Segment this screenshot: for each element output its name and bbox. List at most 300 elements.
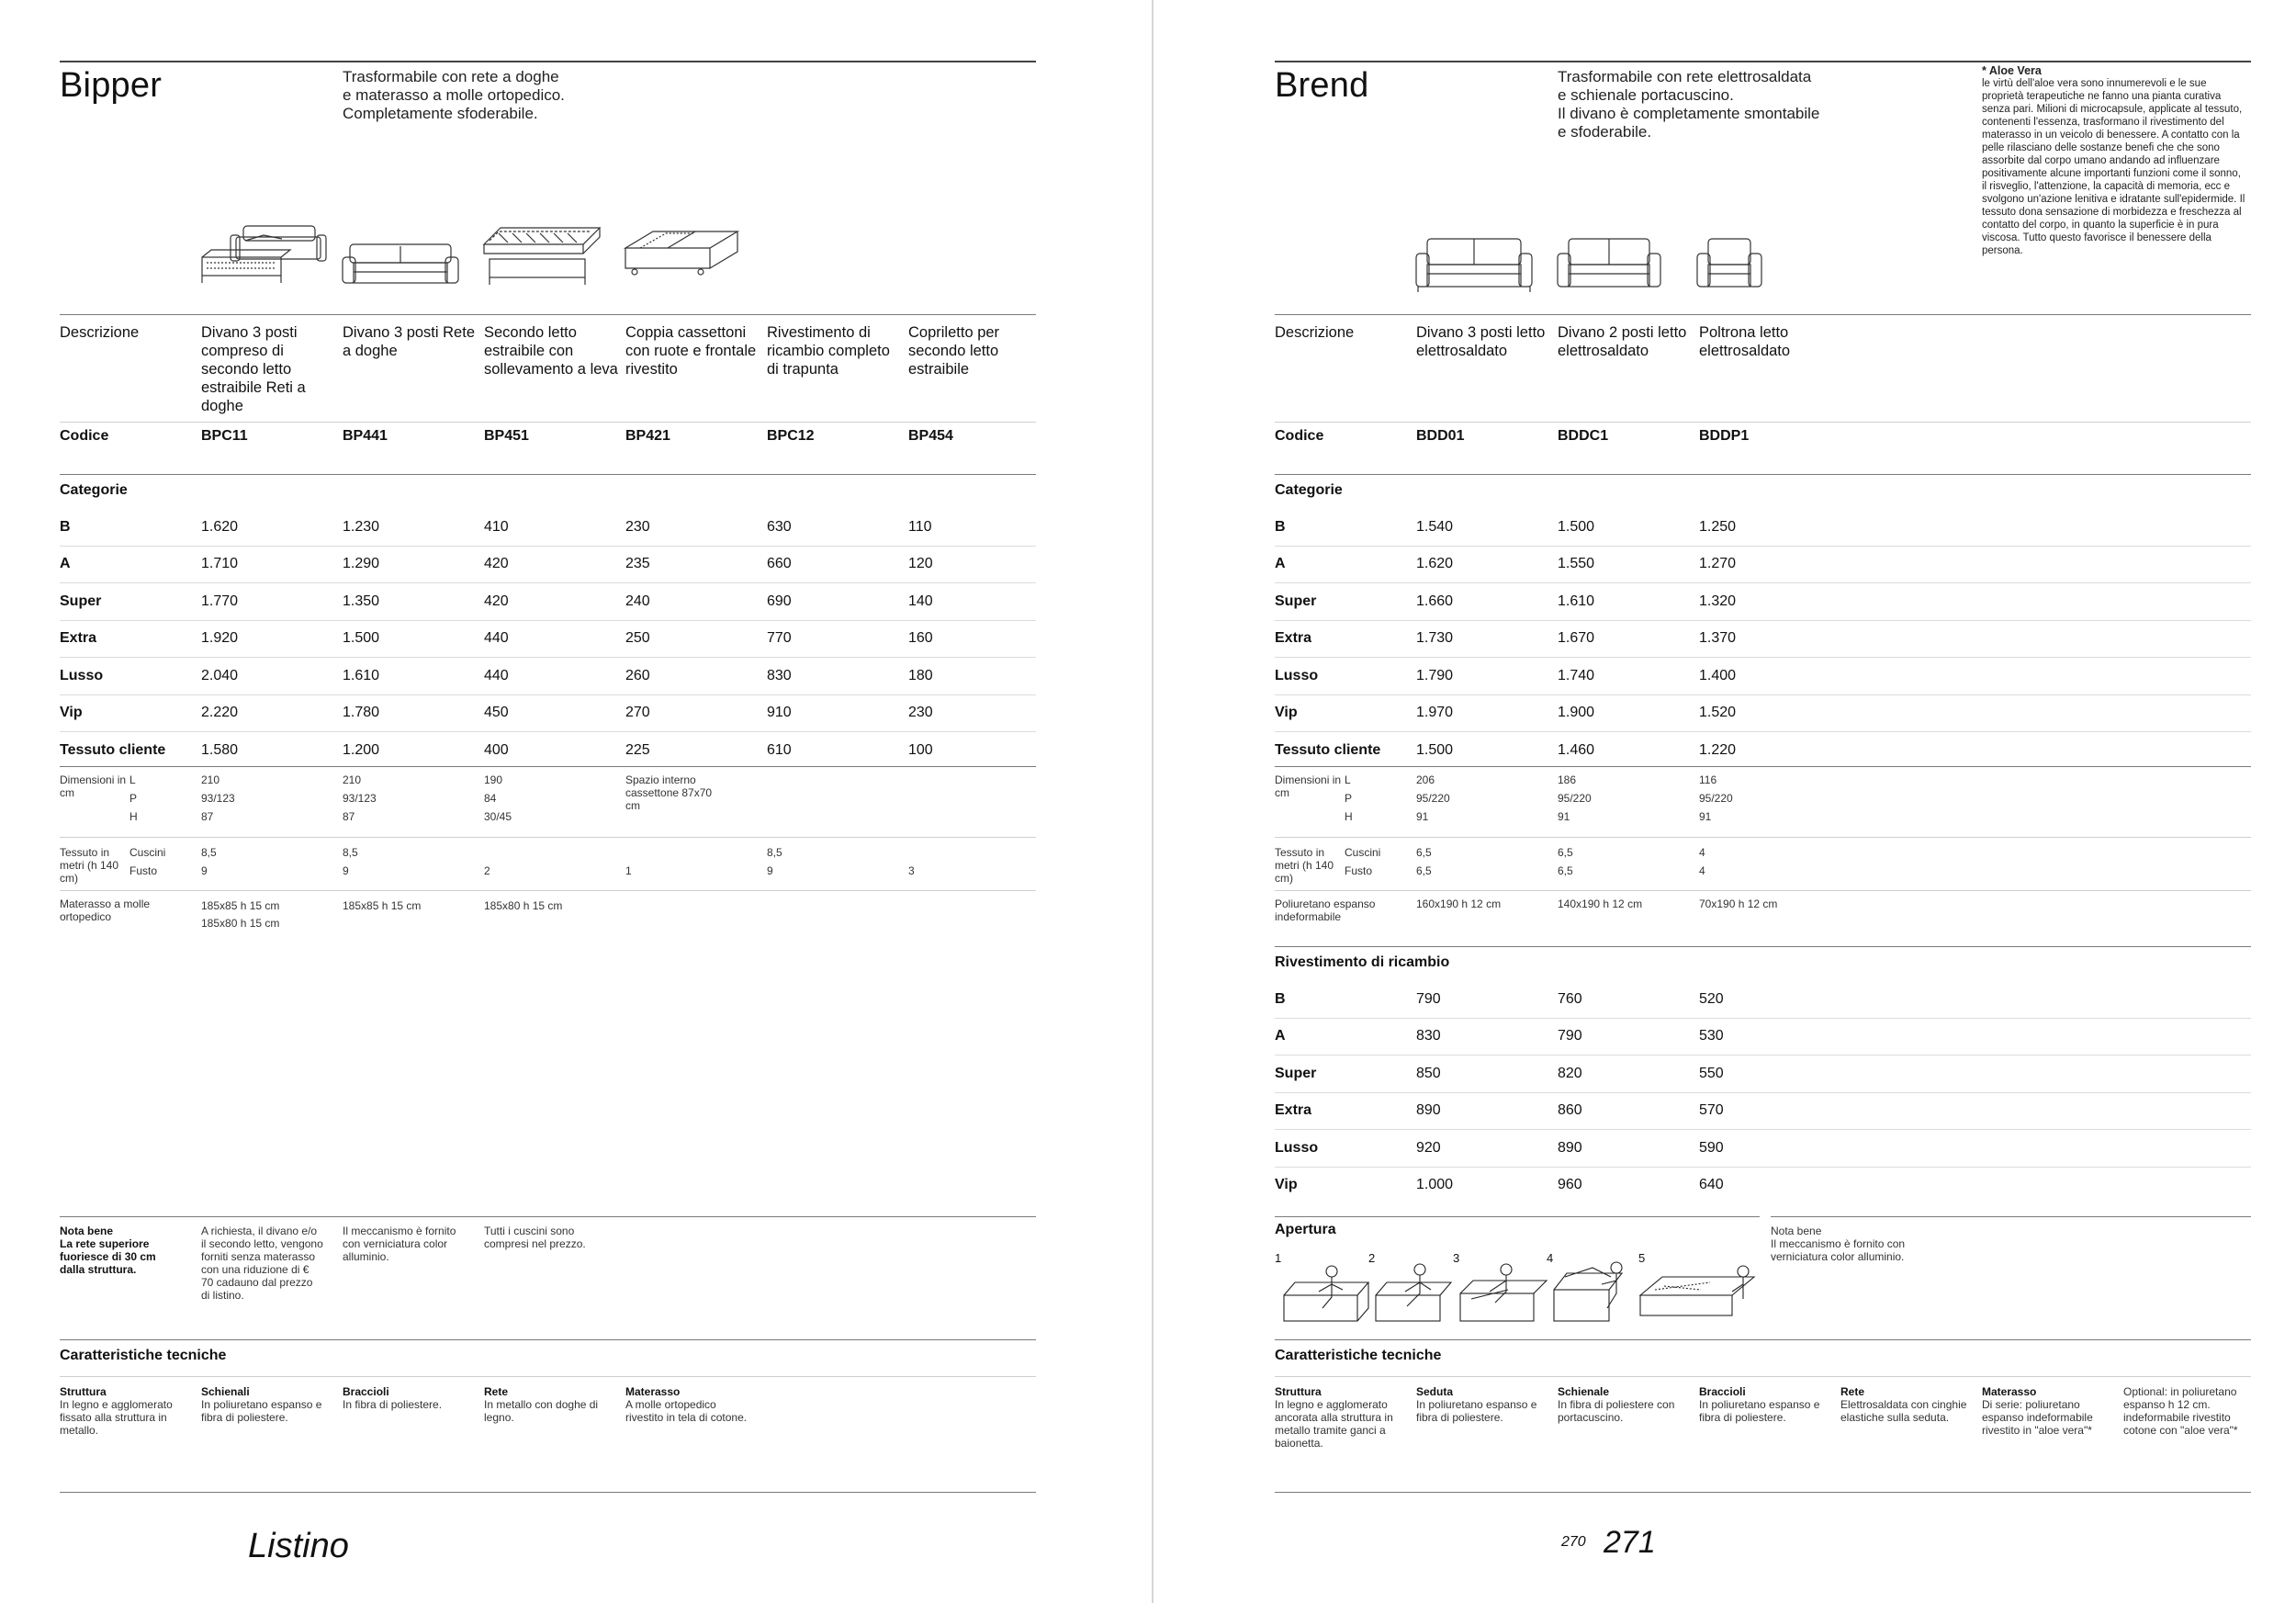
price-value: 1.580 (201, 741, 239, 758)
price-row (1275, 621, 2251, 659)
price-value: 1.270 (1699, 556, 1737, 572)
category-name: A (60, 556, 71, 572)
fusto-value: 9 (767, 864, 773, 877)
price-value: 230 (908, 705, 933, 721)
column-header: Divano 3 posti compreso di secondo letto estraibile Reti a doghe (201, 324, 306, 414)
tech-item (343, 1385, 484, 1411)
price-value: 830 (767, 667, 792, 683)
step-number: 2 (1368, 1251, 1376, 1265)
dim-values (1558, 773, 1699, 823)
dim-p: 93/123 (343, 792, 377, 805)
price-row (60, 695, 1036, 733)
category-name: B (1275, 518, 1286, 535)
codice-row (1275, 428, 2251, 445)
dim-l: 186 (1558, 773, 1577, 786)
price-value: 1.230 (343, 518, 380, 535)
tessuto-label: Tessuto in metri (h 140 cm) (1275, 846, 1334, 885)
price-value: 1.000 (1416, 1177, 1454, 1193)
dimensioni-label-cell (60, 773, 201, 823)
price-value: 890 (1416, 1102, 1441, 1119)
cuscini-value (908, 846, 1030, 859)
dim-h: 87 (343, 810, 355, 823)
row-divider (1275, 837, 2251, 838)
dim-keys (129, 773, 138, 823)
price-row (1275, 695, 2251, 733)
price-row (60, 732, 1036, 769)
fusto-value: 9 (201, 864, 208, 877)
price-row (60, 509, 1036, 547)
price-value: 420 (484, 593, 509, 609)
product-header (60, 61, 1036, 336)
price-value: 1.320 (1699, 593, 1737, 609)
price-value: 160 (908, 630, 933, 647)
tessuto-values (484, 846, 625, 877)
price-value: 235 (625, 556, 650, 572)
price-value: 1.970 (1416, 705, 1454, 721)
tech-text: In legno e agglomerato ancorata alla struttura in metallo tramite ganci a baionetta. (1275, 1398, 1393, 1450)
code: BDDP1 (1699, 428, 1750, 444)
dim-h: 30/45 (484, 810, 512, 823)
price-row (1275, 1093, 2251, 1131)
price-value: 1.400 (1699, 667, 1737, 683)
tech-specs (1275, 1385, 2251, 1450)
price-value: 1.780 (343, 705, 380, 721)
dim-values (1416, 773, 1558, 823)
row-divider (60, 1339, 1036, 1340)
materasso-block (60, 897, 1036, 932)
row-divider (1275, 1339, 2251, 1340)
price-value: 110 (908, 518, 932, 535)
price-value: 1.620 (201, 518, 239, 535)
price-value: 440 (484, 667, 509, 683)
tech-heading: Schienali (201, 1385, 250, 1398)
price-value: 1.460 (1558, 741, 1595, 758)
row-divider (1771, 1216, 2251, 1217)
price-value: 550 (1699, 1065, 1724, 1081)
row-divider (1275, 946, 2251, 947)
dim-p: 93/123 (201, 792, 235, 805)
dimensioni-label-cell (1275, 773, 1416, 823)
dimensioni-label: Dimensioni in cm (60, 773, 127, 799)
materasso-value: 185x85 h 15 cm (343, 899, 422, 912)
category-name: B (1275, 990, 1286, 1007)
illustration-sofa-3 (1414, 237, 1534, 294)
tech-heading: Braccioli (1699, 1385, 1746, 1398)
price-value: 1.500 (1558, 518, 1595, 535)
aloe-text: le virtù dell'aloe vera sono innumerevoli e le sue proprietà terapeutiche ne fanno una pianta curativa senza pari. Milioni di microcapsule, applicate al tessuto, contenenti l'essenza, trasformano il rivestimento del materasso in un veicolo di benessere. A contatto con la pelle rilasciano delle sostanze benefi che che sono assorbite dal corpo umano andando ad influenzare positivamente alcune importanti funzioni come il sonno, il risveglio, l'attenzione, la capacità di memoria, ecc e svolgono un'azione lenitiva e idratante sull'epidermide. Il tessuto dona sensazione di morbidezza e freschezza al contatto del corpo, in quanto la superficie è in pura viscosa. Tutto questo favorisce il benessere della persona. (1982, 78, 2245, 256)
price-value: 1.620 (1416, 556, 1454, 572)
row-divider (1275, 1376, 2251, 1377)
dim-l: 190 (484, 773, 503, 786)
dim-p: 95/220 (1558, 792, 1592, 805)
category-name: Vip (1275, 705, 1298, 721)
price-value: 1.900 (1558, 705, 1595, 721)
code: BP451 (484, 428, 529, 444)
nota-text: Tutti i cuscini sono compresi nel prezzo. (484, 1225, 586, 1250)
price-value: 570 (1699, 1102, 1724, 1119)
codice-label: Codice (1275, 428, 1324, 444)
tech-item (484, 1385, 625, 1424)
price-row (1275, 1019, 2251, 1056)
dim-key-h: H (129, 810, 138, 823)
tessuto-values (1699, 846, 1840, 877)
categories-table (1275, 509, 2251, 769)
price-value: 1.220 (1699, 741, 1737, 758)
row-divider (1275, 422, 2251, 423)
dim-h: 87 (201, 810, 214, 823)
price-value: 1.920 (201, 630, 239, 647)
category-name: Tessuto cliente (60, 741, 166, 758)
price-value: 410 (484, 518, 509, 535)
price-value: 450 (484, 705, 509, 721)
cuscini-value (625, 846, 761, 859)
price-row (1275, 1130, 2251, 1168)
dimensioni-block (60, 773, 1036, 823)
row-divider (1275, 766, 2251, 767)
price-value: 440 (484, 630, 509, 647)
tech-text: In poliuretano espanso e fibra di poliestere. (201, 1398, 322, 1424)
category-name: Tessuto cliente (1275, 741, 1381, 758)
tech-heading (60, 1348, 1036, 1364)
categorie-heading (60, 482, 1036, 499)
dim-values (484, 773, 625, 823)
fusto-value: 2 (484, 864, 490, 877)
price-row (1275, 1055, 2251, 1093)
dim-h: 91 (1558, 810, 1570, 823)
tessuto-keys (129, 846, 165, 885)
price-value: 530 (1699, 1028, 1724, 1044)
price-value: 1.500 (343, 630, 380, 647)
tech-item (1982, 1385, 2123, 1437)
row-divider (60, 1216, 1036, 1217)
dim-key-p: P (129, 792, 138, 805)
tech-heading: Materasso (625, 1385, 681, 1398)
categorie-label: Categorie (60, 482, 128, 498)
code: BPC12 (767, 428, 815, 444)
price-value: 250 (625, 630, 650, 647)
price-value: 230 (625, 518, 650, 535)
price-value: 1.200 (343, 741, 380, 758)
fusto-value: 6,5 (1558, 864, 1573, 877)
tech-item (1558, 1385, 1699, 1424)
tech-text: In metallo con doghe di legno. (484, 1398, 599, 1424)
bottom-rule (1275, 1492, 2251, 1493)
step-4-drawing (1554, 1262, 1622, 1321)
tessuto-key-cuscini: Cuscini (129, 846, 166, 859)
code: BDDC1 (1558, 428, 1609, 444)
ricambio-title: Rivestimento di ricambio (1275, 954, 1450, 970)
tech-text: Optional: in poliuretano espanso h 12 cm. indeformabile rivestito cotone con "aloe vera"* (2123, 1385, 2238, 1437)
price-value: 1.670 (1558, 630, 1595, 647)
price-value: 520 (1699, 990, 1724, 1007)
aloe-title: * Aloe Vera (1982, 64, 2042, 77)
page-number-270: 270 (1561, 1534, 1586, 1550)
nota-text: Il meccanismo è fornito con verniciatura color alluminio. (343, 1225, 456, 1263)
price-value: 790 (1558, 1028, 1582, 1044)
price-value: 820 (1558, 1065, 1582, 1081)
tessuto-key-fusto: Fusto (1345, 864, 1373, 877)
dim-key-l: L (1345, 773, 1351, 786)
price-value: 1.370 (1699, 630, 1737, 647)
categorie-heading (1275, 482, 2251, 499)
price-value: 100 (908, 741, 933, 758)
table-rule (1275, 314, 2251, 315)
product-description: Trasformabile con rete elettrosaldata e schienale portacuscino. Il divano è completamente smontabile e sfoderabile. (1558, 68, 1820, 141)
dim-p: 84 (484, 792, 497, 805)
price-value: 590 (1699, 1139, 1724, 1156)
category-name: Lusso (1275, 667, 1319, 683)
code: BP454 (908, 428, 953, 444)
category-name: Super (1275, 593, 1317, 609)
price-value: 860 (1558, 1102, 1582, 1119)
price-row (1275, 981, 2251, 1019)
price-row (1275, 583, 2251, 621)
price-value: 610 (767, 741, 792, 758)
tessuto-values (767, 846, 908, 877)
cuscini-value: 6,5 (1558, 846, 1573, 859)
descrizione-row (60, 323, 1036, 415)
price-value: 120 (908, 556, 933, 572)
price-value: 1.350 (343, 593, 380, 609)
cuscini-value: 4 (1699, 846, 1705, 859)
tessuto-values (1416, 846, 1558, 877)
tessuto-values (201, 846, 343, 877)
dim-h: 91 (1699, 810, 1712, 823)
tech-text: In fibra di poliestere. (343, 1398, 443, 1411)
tech-heading: Braccioli (343, 1385, 389, 1398)
row-divider (60, 890, 1036, 891)
descrizione-label: Descrizione (60, 324, 140, 341)
bottom-rule (60, 1492, 1036, 1493)
dim-key-l: L (129, 773, 136, 786)
product-title: Brend (1275, 66, 1369, 105)
step-number: 3 (1453, 1251, 1460, 1265)
price-value: 400 (484, 741, 509, 758)
dim-keys (1345, 773, 1353, 823)
code: BP421 (625, 428, 670, 444)
tessuto-block (60, 846, 1036, 885)
poliuretano-block (1275, 897, 2251, 923)
category-name: Lusso (60, 667, 104, 683)
category-name: Super (60, 593, 102, 609)
price-value: 1.740 (1558, 667, 1595, 683)
codice-row (60, 428, 1036, 445)
tech-heading: Schienale (1558, 1385, 1610, 1398)
price-value: 1.520 (1699, 705, 1737, 721)
tech-item (1840, 1385, 1982, 1424)
nota-text: A richiesta, il divano e/o il secondo letto, vengono forniti senza materasso con una riduzione di € 70 cadauno dal prezzo di listino. (201, 1225, 323, 1302)
row-divider (60, 1376, 1036, 1377)
price-value: 690 (767, 593, 792, 609)
ricambio-table (1275, 981, 2251, 1203)
price-value: 1.770 (201, 593, 239, 609)
code: BDD01 (1416, 428, 1465, 444)
price-row (60, 583, 1036, 621)
price-value: 225 (625, 741, 650, 758)
dim-values (343, 773, 484, 823)
tessuto-label-cell (60, 846, 201, 885)
tech-item (2123, 1385, 2251, 1437)
illustration-sofa (341, 241, 460, 291)
price-value: 790 (1416, 990, 1441, 1007)
price-row (60, 658, 1036, 695)
illustration-drawers (622, 228, 741, 294)
materasso-value: 185x85 h 15 cm 185x80 h 15 cm (201, 899, 280, 930)
aloe-vera-note (1982, 64, 2248, 257)
dim-p: 95/220 (1699, 792, 1733, 805)
tech-heading: Struttura (60, 1385, 107, 1398)
step-5-drawing (1640, 1266, 1754, 1315)
price-value: 270 (625, 705, 650, 721)
apertura-steps-illustration (1277, 1259, 1761, 1332)
price-value: 1.730 (1416, 630, 1454, 647)
category-name: Extra (60, 630, 97, 647)
category-name: A (1275, 556, 1286, 572)
price-row (60, 547, 1036, 584)
dim-l: 210 (343, 773, 362, 786)
row-divider (1275, 474, 2251, 475)
category-name: Vip (60, 705, 83, 721)
poliuretano-value: 140x190 h 12 cm (1558, 897, 1643, 910)
tech-heading (1275, 1348, 2251, 1364)
dim-h: 91 (1416, 810, 1429, 823)
price-value: 660 (767, 556, 792, 572)
poliuretano-value: 70x190 h 12 cm (1699, 897, 1778, 910)
price-value: 140 (908, 593, 933, 609)
fusto-value: 1 (625, 864, 632, 877)
illustration-sofa-2 (1556, 237, 1661, 294)
price-value: 960 (1558, 1177, 1582, 1193)
column-header: Divano 3 posti Rete a doghe (343, 324, 475, 359)
tech-text: A molle ortopedico rivestito in tela di cotone. (625, 1398, 748, 1424)
tech-text: In legno e agglomerato fissato alla struttura in metallo. (60, 1398, 173, 1437)
product-header (1275, 61, 2251, 336)
category-name: Vip (1275, 1177, 1298, 1193)
footer-listino: Listino (248, 1527, 349, 1565)
poliuretano-value: 160x190 h 12 cm (1416, 897, 1502, 910)
price-value: 640 (1699, 1177, 1724, 1193)
price-row (60, 621, 1036, 659)
price-value: 760 (1558, 990, 1582, 1007)
cuscini-value: 8,5 (201, 846, 217, 859)
price-value: 850 (1416, 1065, 1441, 1081)
category-name: Extra (1275, 1102, 1312, 1119)
dimensioni-block (1275, 773, 2251, 823)
price-value: 2.040 (201, 667, 239, 683)
price-value: 1.660 (1416, 593, 1454, 609)
column-header: Copriletto per secondo letto estraibile (908, 324, 1000, 378)
price-value: 830 (1416, 1028, 1441, 1044)
tech-item (1699, 1385, 1840, 1424)
price-value: 1.250 (1699, 518, 1737, 535)
price-value: 1.790 (1416, 667, 1454, 683)
row-divider (60, 474, 1036, 475)
fusto-value: 4 (1699, 864, 1705, 877)
illustration-trundle-bed (480, 224, 604, 290)
row-divider (60, 837, 1036, 838)
row-divider (60, 766, 1036, 767)
tech-text: In fibra di poliestere con portacuscino. (1558, 1398, 1675, 1424)
tessuto-label: Tessuto in metri (h 140 cm) (60, 846, 119, 885)
column-header: Divano 2 posti letto elettrosaldato (1558, 324, 1687, 359)
column-header: Secondo letto estraibile con sollevamento a leva (484, 324, 618, 378)
price-row (1275, 732, 2251, 769)
price-value: 630 (767, 518, 792, 535)
price-value: 1.610 (343, 667, 380, 683)
price-value: 180 (908, 667, 933, 683)
price-row (1275, 658, 2251, 695)
fusto-value: 9 (343, 864, 349, 877)
descrizione-row (1275, 323, 2251, 360)
price-value: 260 (625, 667, 650, 683)
code: BP441 (343, 428, 388, 444)
dim-key-p: P (1345, 792, 1353, 805)
codice-label: Codice (60, 428, 109, 444)
step-number: 4 (1547, 1251, 1554, 1265)
tech-item (625, 1385, 767, 1424)
illustration-armchair (1695, 237, 1764, 294)
nota-block (60, 1225, 1036, 1302)
dim-l: 206 (1416, 773, 1435, 786)
dim-p: 95/220 (1416, 792, 1450, 805)
dimensioni-label: Dimensioni in cm (1275, 773, 1342, 799)
apertura-title: Apertura (1275, 1222, 1336, 1237)
dim-key-h: H (1345, 810, 1353, 823)
tessuto-values (343, 846, 484, 877)
cuscini-value: 6,5 (1416, 846, 1432, 859)
cuscini-value (484, 846, 620, 859)
tessuto-keys (1345, 846, 1380, 885)
tech-heading: Seduta (1416, 1385, 1454, 1398)
column-header: Rivestimento di ricambio completo di trapunta (767, 324, 890, 378)
tech-title: Caratteristiche tecniche (1275, 1348, 1442, 1363)
price-value: 420 (484, 556, 509, 572)
table-rule (60, 314, 1036, 315)
materasso-value: 185x80 h 15 cm (484, 899, 563, 912)
cuscini-value: 8,5 (343, 846, 358, 859)
product-description: Trasformabile con rete a doghe e materasso a molle ortopedico. Completamente sfoderabile. (343, 68, 565, 122)
column-header: Coppia cassettoni con ruote e frontale rivestito (625, 324, 757, 378)
step-number: 5 (1638, 1251, 1646, 1265)
fusto-value: 3 (908, 864, 915, 877)
tessuto-block (1275, 846, 2251, 885)
tech-text: In poliuretano espanso e fibra di poliestere. (1699, 1398, 1820, 1424)
categories-table (60, 509, 1036, 769)
price-value: 770 (767, 630, 792, 647)
tessuto-values (908, 846, 1036, 877)
fusto-value: 6,5 (1416, 864, 1432, 877)
step-2-drawing (1376, 1264, 1451, 1321)
tech-item (1275, 1385, 1416, 1450)
tech-heading: Rete (484, 1385, 509, 1398)
price-value: 1.610 (1558, 593, 1595, 609)
dim-values (201, 773, 343, 823)
price-value: 1.710 (201, 556, 239, 572)
descrizione-label: Descrizione (1275, 324, 1355, 341)
tessuto-values (1558, 846, 1699, 877)
tessuto-values (625, 846, 767, 877)
column-header: Poltrona letto elettrosaldato (1699, 324, 1791, 359)
row-divider (1275, 890, 2251, 891)
dim-l: 210 (201, 773, 220, 786)
nota-title: Nota bene La rete superiore fuoriesce di 30 cm dalla struttura. (60, 1225, 156, 1276)
column-header: Divano 3 posti letto elettrosaldato (1416, 324, 1546, 359)
price-value: 920 (1416, 1139, 1441, 1156)
tessuto-key-cuscini: Cuscini (1345, 846, 1381, 859)
tech-item (60, 1385, 201, 1437)
tech-heading: Materasso (1982, 1385, 2037, 1398)
category-name: Extra (1275, 630, 1312, 647)
